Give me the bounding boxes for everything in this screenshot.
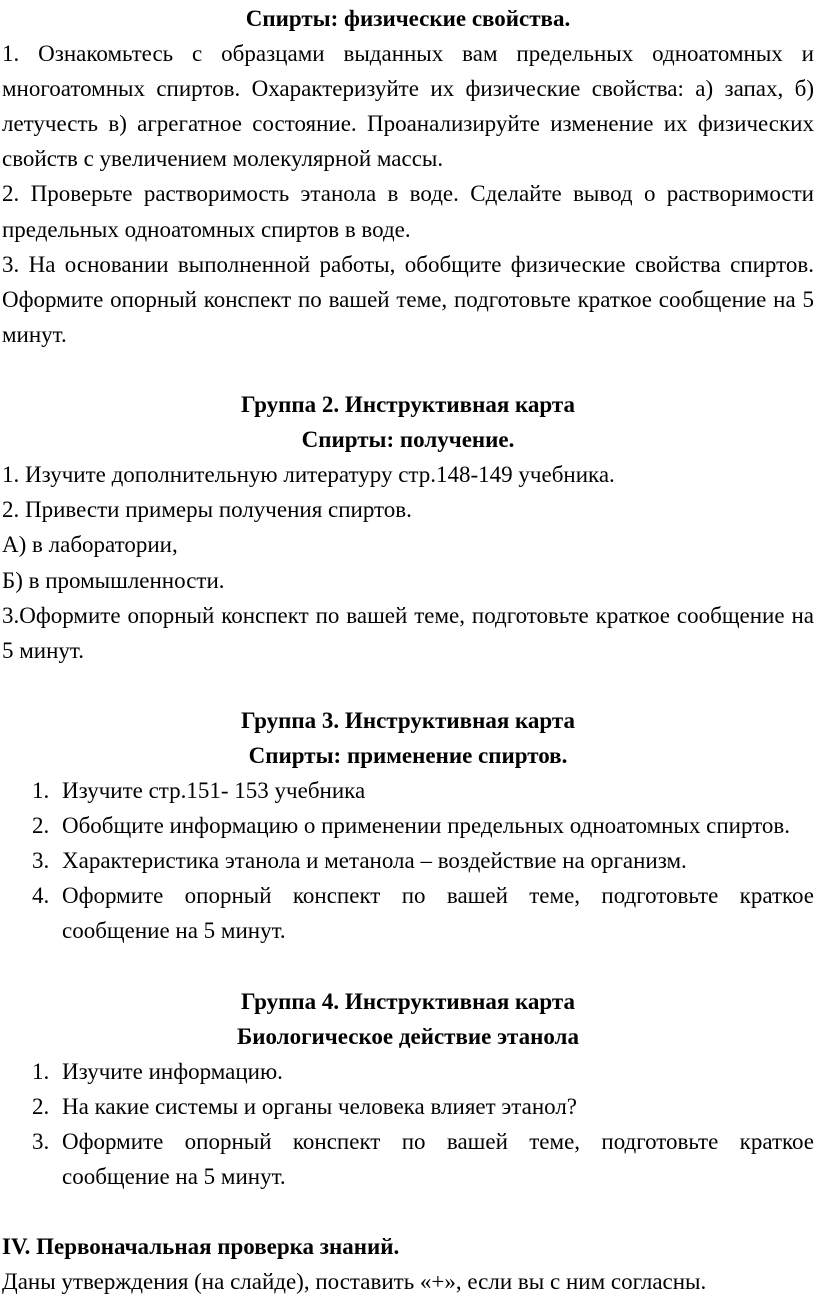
section2-item-1: 1. Изучите дополнительную литературу стр.148-149 учебника. <box>2 462 615 488</box>
list-item-text: Оформите опорный конспект по вашей теме, подготовьте краткое сообщение на 5 минут. <box>62 883 814 944</box>
section3-list-item-2 <box>2 808 814 843</box>
section3-list-item-3 <box>2 843 814 878</box>
intro-paragraph-2: 2. Проверьте растворимость этанола в воде. Сделайте вывод о растворимости предельных одноатомных спиртов в воде. <box>2 181 814 242</box>
section2-heading: Группа 2. Инструктивная карта <box>241 392 575 418</box>
section2-item-2: 2. Привести примеры получения спиртов. <box>2 497 412 523</box>
list-item-number: 4. <box>32 883 50 909</box>
list-item-text: Изучите стр.151- 153 учебника <box>62 778 366 804</box>
blank-line <box>2 1194 814 1229</box>
section4-list-item-1 <box>2 1054 814 1089</box>
section4-heading: Группа 4. Инструктивная карта <box>241 988 575 1014</box>
section4-list-item-3 <box>2 1124 814 1194</box>
section3-list-item-1 <box>2 773 814 808</box>
intro-paragraph-3: 3. На основании выполненной работы, обобщите физические свойства спиртов. Оформите опорный конспект по вашей теме, подготовьте краткое сообщение на 5 минут. <box>2 251 814 347</box>
list-item-number: 1. <box>32 778 50 804</box>
list-item-text: Характеристика этанола и метанола – воздействие на организм. <box>62 848 687 874</box>
intro-paragraph-1: 1. Ознакомьтесь с образцами выданных вам предельных одноатомных и многоатомных спиртов. Охарактеризуйте их физические свойства: а) запах, б) летучесть в) агрегатное состояние. Проанализируйте изменение их физических свойств с увеличением молекулярной массы. <box>2 41 814 172</box>
footer-heading: IV. Первоначальная проверка знаний. <box>2 1234 400 1260</box>
list-item-text: Изучите информацию. <box>62 1058 283 1084</box>
section2-item-5: 3.Оформите опорный конспект по вашей теме, подготовьте краткое сообщение на 5 минут. <box>2 602 814 663</box>
blank-line <box>2 949 814 984</box>
list-item-text: На какие системы и органы человека влияет этанол? <box>62 1093 578 1119</box>
list-item-number: 3. <box>32 848 50 874</box>
section4-subheading: Биологическое действие этанола <box>237 1023 579 1049</box>
blank-line <box>2 668 814 703</box>
list-item-text: Обобщите информацию о применении предельных одноатомных спиртов. <box>62 813 791 839</box>
section3-heading: Группа 3. Инструктивная карта <box>241 707 575 733</box>
list-item-number: 1. <box>32 1058 50 1084</box>
section2-item-4: Б) в промышленности. <box>2 567 225 593</box>
section2-subheading: Спирты: получение. <box>301 427 515 453</box>
section2-item-3: А) в лаборатории, <box>2 532 178 558</box>
list-item-number: 2. <box>32 1093 50 1119</box>
section3-list-item-4 <box>2 878 814 948</box>
list-item-text: Оформите опорный конспект по вашей теме, подготовьте краткое сообщение на 5 минут. <box>62 1129 814 1190</box>
footer-text: Даны утверждения (на слайде), поставить «+», если вы с ним согласны. <box>2 1269 707 1295</box>
list-item-number: 3. <box>32 1129 50 1154</box>
section4-list-item-2 <box>2 1089 814 1124</box>
list-item-number: 2. <box>32 813 50 839</box>
document-title: Спирты: физические свойства. <box>245 6 571 31</box>
section3-subheading: Спирты: применение спиртов. <box>248 742 568 768</box>
blank-line <box>2 352 814 387</box>
